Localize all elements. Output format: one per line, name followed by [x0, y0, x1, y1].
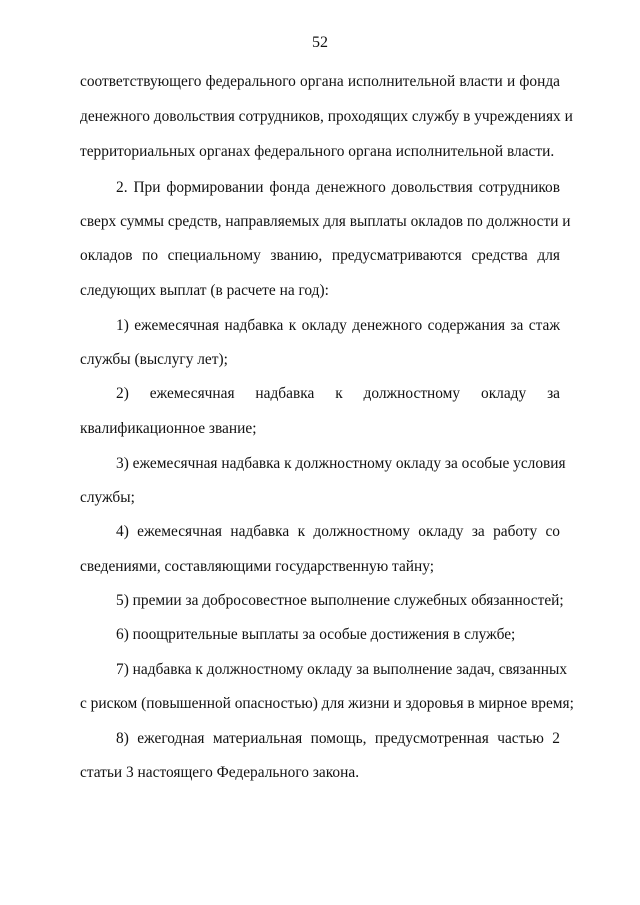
text-line: с риском (повышенной опасностью) для жизни и здоровья в мирное время; — [80, 695, 574, 712]
text-line: соответствующего федерального органа исполнительной власти и фонда — [80, 73, 560, 90]
list-item-4: 4) ежемесячная надбавка к должностному окладу за работу со — [116, 523, 560, 540]
text-line: статьи 3 настоящего Федерального закона. — [80, 764, 360, 781]
list-item-8: 8) ежегодная материальная помощь, предусмотренная частью 2 — [116, 730, 560, 747]
list-item-2: 2) ежемесячная надбавка к должностному окладу за — [116, 385, 560, 402]
paragraph-first-line: 2. При формировании фонда денежного довольствия сотрудников — [116, 179, 560, 196]
list-item-1: 1) ежемесячная надбавка к окладу денежного содержания за стаж — [116, 317, 560, 334]
list-item-6: 6) поощрительные выплаты за особые достижения в службе; — [116, 626, 516, 643]
page-number: 52 — [312, 34, 328, 51]
text-line: денежного довольствия сотрудников, проходящих службу в учреждениях и — [80, 108, 573, 125]
text-line: территориальных органах федерального органа исполнительной власти. — [80, 143, 555, 160]
list-item-5: 5) премии за добросовестное выполнение служебных обязанностей; — [116, 592, 564, 609]
text-line: следующих выплат (в расчете на год): — [80, 282, 329, 299]
list-item-7: 7) надбавка к должностному окладу за выполнение задач, связанных — [116, 661, 568, 678]
text-line: службы; — [80, 489, 135, 506]
text-line: сведениями, составляющими государственную тайну; — [80, 558, 435, 575]
list-item-3: 3) ежемесячная надбавка к должностному окладу за особые условия — [116, 455, 566, 472]
text-line: окладов по специальному званию, предусматриваются средства для — [80, 247, 560, 264]
text-line: службы (выслугу лет); — [80, 351, 228, 368]
text-line: квалификационное звание; — [80, 420, 257, 437]
text-line: сверх суммы средств, направляемых для выплаты окладов по должности и — [80, 213, 571, 230]
